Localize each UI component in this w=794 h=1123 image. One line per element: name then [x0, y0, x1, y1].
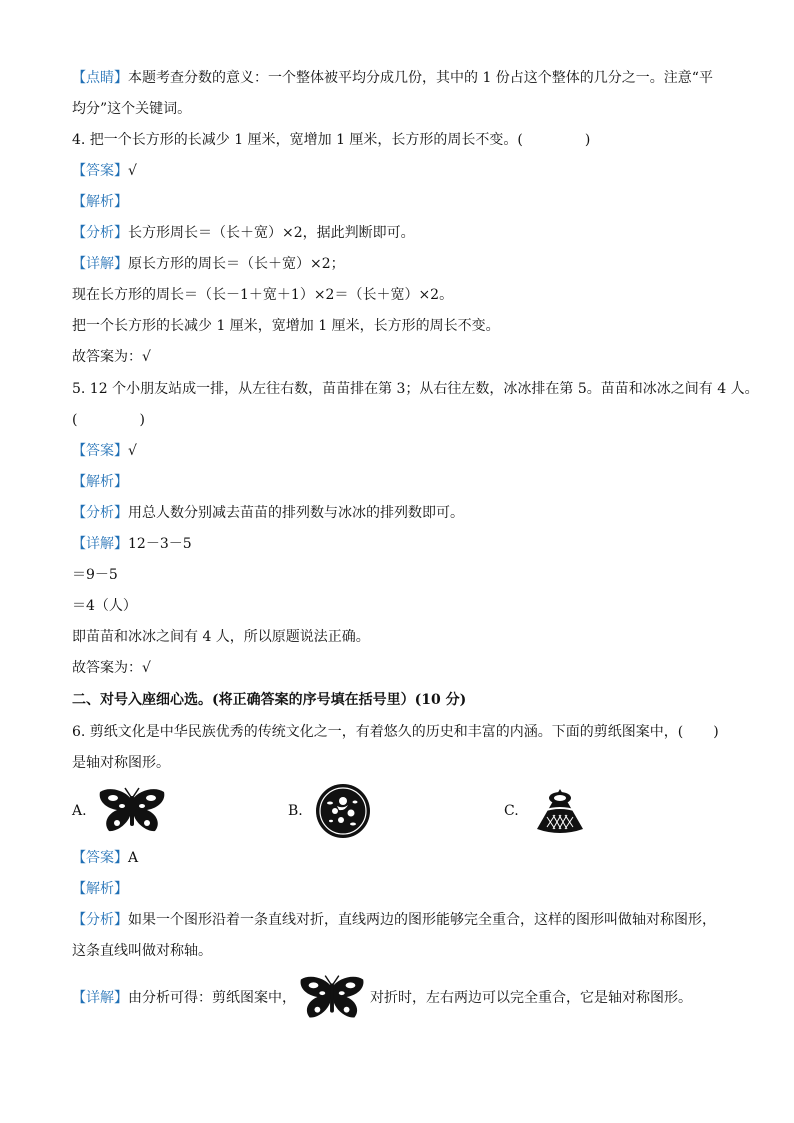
- q5-xiangjie-tag: 【详解】: [72, 536, 128, 552]
- q5-answer-tag: 【答案】: [72, 443, 128, 459]
- q5-paren-open: (: [72, 412, 78, 428]
- q6-option-c[interactable]: [504, 786, 587, 836]
- q5-step-2: ＝9－5: [72, 567, 118, 583]
- q4-conclusion: 故答案为：√: [72, 349, 151, 365]
- q6-option-a-label: A.: [72, 803, 87, 819]
- section-2-title: 二、对号入座细心选。(将正确答案的序号填在括号里）(10 分): [72, 692, 467, 708]
- q6-fenxi-1: 如果一个图形沿着一条直线对折，直线两边的图形能够完全重合，这样的图形叫做轴对称图形，: [128, 912, 716, 928]
- q4-line-2: 现在长方形的周长＝（长－1＋宽＋1）×2＝（长＋宽）×2。: [72, 287, 454, 303]
- q6-fenxi-line-2: 这条直线叫做对称轴。: [72, 943, 212, 959]
- q6-option-b-label: B.: [288, 803, 303, 819]
- q4-answer: √: [128, 163, 137, 179]
- q6-fenxi-line-1: [72, 910, 716, 930]
- q5-line-4: 即苗苗和冰冰之间有 4 人，所以原题说法正确。: [72, 629, 370, 645]
- butterfly-inline-icon: [296, 973, 368, 1023]
- q6-answer: A: [128, 850, 139, 866]
- q6-xiangjie-tag: 【详解】: [72, 990, 128, 1006]
- q5-question: 5. 12 个小朋友站成一排，从左往右数，苗苗排在第 3；从右往左数，冰冰排在第 5。苗苗和冰冰之间有 4 人。: [72, 381, 759, 397]
- q5-jiexi-tag: 【解析】: [72, 474, 128, 490]
- butterfly-papercut-icon: [95, 786, 169, 836]
- dianjing-line-1: [72, 68, 713, 88]
- q6-xiangjie-post: 对折时，左右两边可以完全重合，它是轴对称图形。: [370, 990, 692, 1006]
- q5-fenxi-line: [72, 503, 464, 523]
- q6-answer-line: [72, 848, 138, 868]
- q4-question: [72, 130, 590, 150]
- q4-paren-close: ): [584, 132, 591, 148]
- q5-fenxi: 用总人数分别减去苗苗的排列数与冰冰的排列数即可。: [128, 505, 464, 521]
- q5-step-3: ＝4（人）: [72, 598, 137, 614]
- q5-paren-line: [72, 410, 145, 430]
- q5-fenxi-tag: 【分析】: [72, 505, 128, 521]
- q6-question-line-2: 是轴对称图形。: [72, 755, 170, 771]
- q4-xiangjie: 原长方形的周长＝（长＋宽）×2；: [128, 256, 345, 272]
- q4-line-3: 把一个长方形的长减少 1 厘米，宽增加 1 厘米，长方形的周长不变。: [72, 318, 500, 334]
- q6-question-line-1: [72, 722, 719, 742]
- q6-option-b[interactable]: [288, 786, 371, 836]
- q5-answer-line: [72, 441, 137, 461]
- q5-conclusion: 故答案为：√: [72, 660, 151, 676]
- q6-xiangjie-pre: 由分析可得：剪纸图案中，: [128, 990, 296, 1006]
- q6-option-a[interactable]: [72, 786, 169, 836]
- q6-fenxi-tag: 【分析】: [72, 912, 128, 928]
- q4-fenxi-tag: 【分析】: [72, 225, 128, 241]
- q6-options: [0, 786, 794, 836]
- q6-answer-tag: 【答案】: [72, 850, 128, 866]
- dianjing-text-1: 本题考查分数的意义：一个整体被平均分成几份，其中的 1 份占这个整体的几分之一。注意“平: [128, 70, 713, 86]
- q4-answer-line: [72, 161, 137, 181]
- q6-jiexi-tag: 【解析】: [72, 881, 128, 897]
- q4-fenxi-line: [72, 223, 415, 243]
- q5-answer: √: [128, 443, 137, 459]
- dianjing-tag: 【点睛】: [72, 70, 128, 86]
- q4-xiangjie-tag: 【详解】: [72, 256, 128, 272]
- q4-xiangjie-line: [72, 254, 345, 274]
- q4-fenxi: 长方形周长＝（长＋宽）×2，据此判断即可。: [128, 225, 415, 241]
- q5-paren-close: ): [139, 412, 145, 428]
- zongzi-papercut-icon: [533, 785, 587, 837]
- q6-paren-close: ): [713, 724, 719, 740]
- q5-xiangjie: 12－3－5: [128, 536, 192, 552]
- q4-jiexi-tag: 【解析】: [72, 194, 128, 210]
- round-papercut-icon: [315, 783, 371, 839]
- q4-answer-tag: 【答案】: [72, 163, 128, 179]
- q4-text: 4. 把一个长方形的长减少 1 厘米，宽增加 1 厘米，长方形的周长不变。(: [72, 132, 523, 148]
- dianjing-line-2: 均分”这个关键词。: [72, 101, 192, 117]
- q6-xiangjie-line: [72, 988, 692, 1008]
- q6-option-c-label: C.: [504, 803, 519, 819]
- q5-xiangjie-line: [72, 534, 192, 554]
- q6-text-1: 6. 剪纸文化是中华民族优秀的传统文化之一，有着悠久的历史和丰富的内涵。下面的剪纸图案中，(: [72, 724, 684, 740]
